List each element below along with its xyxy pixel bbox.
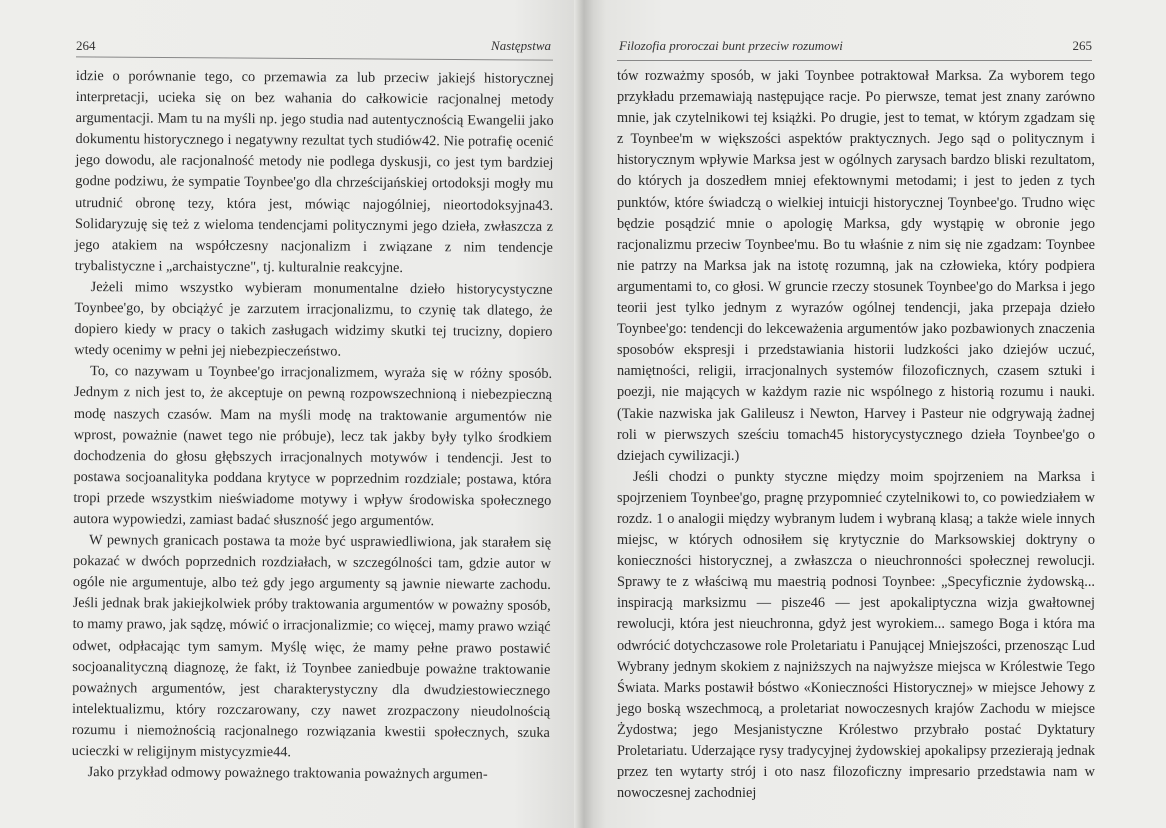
paragraph: Jeżeli mimo wszystko wybieram monumentalne dzieło historycystyczne Toynbee'go, by obciążyć je zarzutem irracjonalizmu, to czynię tak dlatego, że dopiero kiedy w pracy o takich zasługach widzimy skutki tej trucizny, dopiero wtedy ocenimy w pełni jej niebezpieczeństwo. bbox=[74, 279, 553, 360]
paragraph: To, co nazywam u Toynbee'go irracjonalizmem, wyraża się w różny sposób. Jednym z nich jest to, że akceptuje on pewną rozpowszechnioną i niebezpieczną modę naszych czasów. Mam na myśli modę na traktowanie argumentów nie wprost, poważnie (nawet tego nie próbuje), lecz tak jakby były tylko środkiem dochodzenia do głosu głębszych irracjonalnych motywów i tendencji. Jest to postawa socjoanalityka poddana krytyce w poprzednim rozdziale; postawa, która tropi przede wszystkim nieświadome motywy i wpływ środowiska społecznego autora wypowiedzi, zamiast badać słuszność jego argumentów. bbox=[73, 363, 553, 530]
header-rule bbox=[617, 60, 1092, 61]
header-rule bbox=[76, 56, 553, 60]
paragraph: idzie o porównanie tego, co przemawia za lub przeciw jakiejś historycznej interpretacji, ucieka się on bez wahania do całkowicie racjonalnej metody argumentacji. Mam tu na myśli np. jego studia nad autentycznością Ewangelii jako dokumentu historycznego i negatywny rezultat tych studiów42. Nie potrafię ocenić jego dowodu, ale racjonalność metody nie podlega dyskusji, co jest tym bardziej godne podziwu, że sympatie Toynbee'go dla chrześcijańskiej ortodoksji mogły mu utrudnić obronę tezy, która jest, mówiąc najogólniej, nieortodoksyjna43. Solidaryzuję się też z wieloma tendencjami politycznymi jego dzieła, zwłaszcza z jego atakiem na współczesny nacjonalizm i związane z nim tendencje trybalistyczne i „archaistyczne", tj. kulturalnie reakcyjne. bbox=[74, 67, 554, 276]
body-text bbox=[72, 66, 554, 786]
paragraph: Jeśli chodzi o punkty styczne między moim spojrzeniem na Marksa i spojrzeniem Toynbee'go, pragnę przypomnieć czytelnikowi to, co powiedziałem w rozdz. 1 o analogii między wybranym ludem i wybraną klasą; a także wiele innych miejsc, w których odnosiłem się krytycznie do Marksowskiej doktryny o konieczności historycznej, a zwłaszcza o nieuchronności społecznej rewolucji. Sprawy te z właściwą mu maestrią podnosi Toynbee: „Specyficznie żydowską... inspiracją marksizmu — pisze46 — jest apokaliptyczna wizja gwałtownej rewolucji, która jest nieuchronna, gdyż jest wyrokiem... samego Boga i która ma odwrócić dotychczasowe role Proletariatu i Panującej Mniejszości, przenosząc Lud Wybrany jednym skokiem z najniższych na najwyższe miejsca w Królestwie Tego Świata. Marks postawił bóstwo «Konieczności Historycznej» w miejsce Jehowy z jego boską wszechmocą, a proletariat nowoczesnych krajów Zachodu w miejsce Żydostwa; jego Mesjanistyczne Królestwo przybrało postać Dyktatury Proletariatu. Uderzające rysy tradycyjnej żydowskiej apokalipsy przezierają jednak przez ten wytarty strój i oto nasz filozoficzny impresario przedstawia nam w nowoczesnej zachodniej bbox=[617, 468, 1095, 802]
body-text bbox=[617, 66, 1095, 804]
paragraph: tów rozważmy sposób, w jaki Toynbee potraktował Marksa. Za wyborem tego przykładu przemawiają następujące racje. Po pierwsze, temat jest znany zarówno mnie, jak czytelnikowi tej książki. Po drugie, jest to temat, w którym zgadzam się z Toynbee'm w większości aspektów praktycznych. Jego sąd o politycznym i historycznym wpływie Marksa jest w ogólnych zarysach bardzo bliski rezultatom, do których ja doszedłem mniej efektownymi metodami; i jest to jeden z tych punktów, które świadczą o wielkiej intuicji historycznej Toynbee'go. Trudno więc będzie posądzić mnie o apologię Marksa, gdy wystąpię w obronie jego racjonalizmu przeciw Toynbee'mu. Bo tu właśnie z nim się nie zgadzam: Toynbee nie patrzy na Marksa jak na istotę rozumną, jak na człowieka, który podpiera argumentami to, co głosi. W gruncie rzeczy stosunek Toynbee'go do Marksa i jego teorii jest tylko jednym z wyrazów ogólnej tendencji, jaka przepaja dzieło Toynbee'go: tendencji do lekceważenia argumentów jako pozbawionych znaczenia sposobów ekspresji i przedstawiania historii ludzkości jako dziejów uczuć, namiętności, religii, irracjonalnych systemów filozoficznych, czasem sztuki i poezji, nie mających w każdym razie nic wspólnego z historią rozumu i nauki. (Takie nazwiska jak Galileusz i Newton, Harvey i Pasteur nie odgrywają żadnej roli w pierwszych sześciu tomach45 historycystycznego dzieła Toynbee'go o dziejach cywilizacji.) bbox=[617, 68, 1095, 464]
book-gutter bbox=[574, 0, 594, 828]
running-head: Następstwa bbox=[491, 38, 551, 53]
paragraph: W pewnych granicach postawa ta może być usprawiedliwiona, jak starałem się pokazać w dwóch poprzednich rozdziałach, w szczególności tam, gdzie autor w ogóle nie argumentuje, albo też gdy jego argumenty są jawnie niewarte zachodu. Jeśli jednak brak jakiejkolwiek próby traktowania argumentów w poważny sposób, to mamy prawo, jak sądzę, mówić o irracjonalizmie; co więcej, mamy prawo wziąć odwet, odpłacając tym samym. Myślę więc, że mamy pełne prawo postawić socjoanalityczną diagnozę, że fakt, iż Toynbee zaniedbuje poważne traktowanie poważnych argumentów, jest charakterystyczny dla dwudziestowiecznego intelektualizmu, który rozczarowany, czy nawet zrozpaczony nieudolnością rozumu i niemożnością racjonalnego rozwiązania kwestii społecznych, szuka ucieczki w religijnym mistycyzmie44. bbox=[71, 532, 552, 761]
page-number: 264 bbox=[76, 38, 96, 53]
page-number: 265 bbox=[1072, 38, 1092, 53]
right-page bbox=[583, 0, 1166, 828]
paragraph: Jako przykład odmowy poważnego traktowania poważnych argumen- bbox=[87, 764, 488, 783]
running-head: Filozofia proroczai bunt przeciw rozumowi bbox=[619, 38, 843, 53]
